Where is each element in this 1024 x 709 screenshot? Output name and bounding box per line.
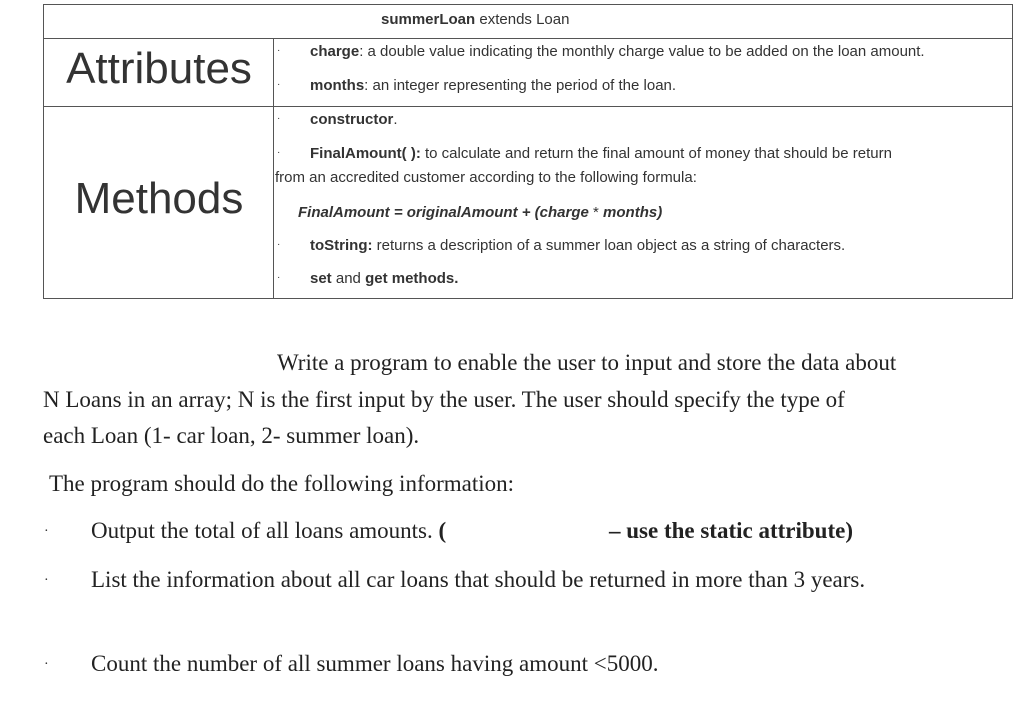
task-item-total-note: – use the static attribute) (609, 518, 854, 543)
method-tostring: toString: returns a description of a summer loan object as a string of characters. (310, 237, 846, 254)
task-item-total: Output the total of all loans amounts. ( (91, 518, 447, 543)
bullet-icon: · (277, 239, 281, 250)
intro-line-1: Write a program to enable the user to input and store the data about (277, 350, 897, 375)
extends-text: extends Loan (479, 11, 570, 28)
formula: FinalAmount = originalAmount + (charge * months) (298, 204, 663, 221)
methods-label-cell (44, 107, 274, 298)
attributes-row (44, 39, 1012, 107)
method-constructor: constructor. (310, 111, 398, 128)
bullet-icon: · (277, 79, 281, 90)
method-finalamount-desc: from an accredited customer according to the following formula: (275, 169, 697, 186)
uml-class-table (43, 4, 1013, 299)
bullet-icon: · (44, 573, 49, 588)
attribute-charge: charge: a double value indicating the monthly charge value to be added on the loan amount. (310, 43, 925, 60)
intro-line-2: N Loans in an array; N is the first input by the user. The user should specify the type of (43, 387, 845, 412)
attribute-months: months: an integer representing the period of the loan. (310, 77, 677, 94)
task-lead: The program should do the following information: (49, 471, 515, 496)
task-item-summer-count: Count the number of all summer loans having amount <5000. (91, 651, 659, 676)
bullet-icon: · (44, 524, 49, 539)
bullet-icon: · (277, 272, 281, 283)
bullet-icon: · (44, 657, 49, 672)
bullet-icon: · (277, 113, 281, 124)
bullet-icon: · (277, 45, 281, 56)
task-item-car-loans: List the information about all car loans that should be returned in more than 3 years. (91, 567, 866, 592)
class-name: summerLoan (381, 11, 476, 28)
methods-row (44, 107, 1012, 298)
bullet-icon: · (277, 147, 281, 158)
attributes-label: Attributes (66, 44, 252, 93)
intro-line-3: each Loan (1- car loan, 2- summer loan). (43, 423, 420, 448)
method-set-get: set and get methods. (310, 270, 459, 287)
methods-label: Methods (74, 174, 244, 223)
uml-class-header (44, 5, 1012, 39)
method-finalamount: FinalAmount( ): to calculate and return the final amount of money that should be return (310, 145, 892, 162)
attributes-label-cell (44, 39, 274, 106)
